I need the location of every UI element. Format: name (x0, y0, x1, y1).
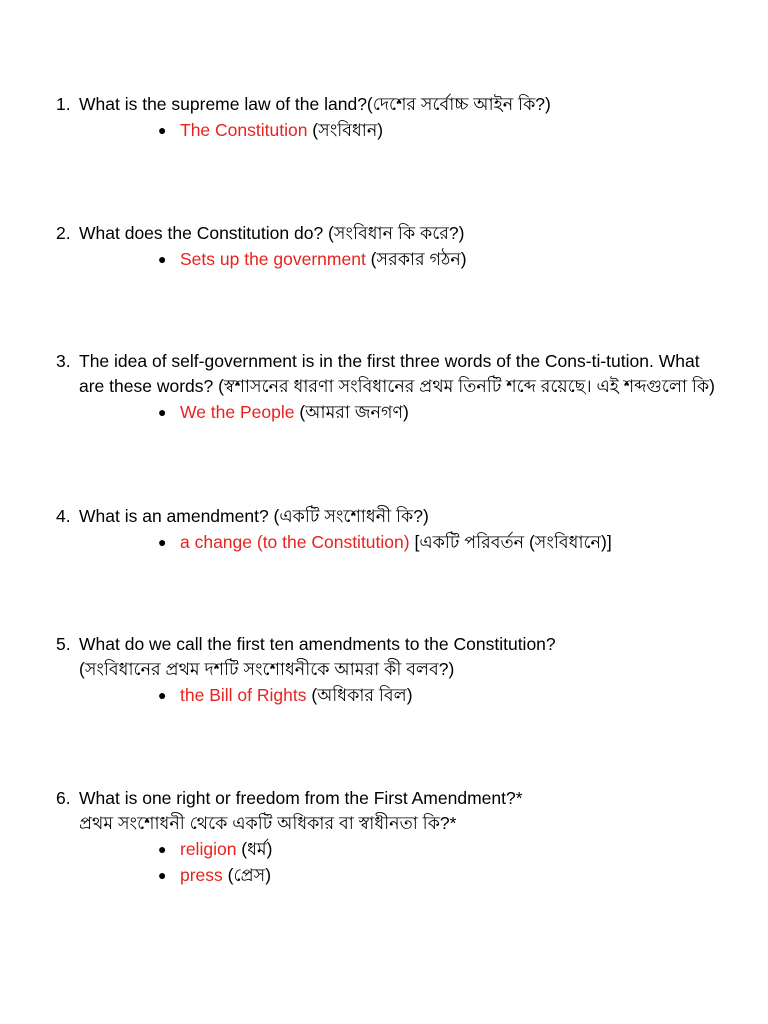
bullet-icon: ● (158, 251, 167, 267)
answer-item (0, 837, 768, 862)
question-3 (0, 349, 768, 425)
bullet-icon: ● (158, 534, 167, 550)
answer-item (0, 863, 768, 888)
question-2 (0, 221, 768, 272)
question-text-continued: প্রথম সংশোধনী থেকে একটি অধিকার বা স্বাধীনতা কি?* (79, 813, 457, 833)
answer-translation: (সরকার গঠন) (365, 249, 467, 269)
question-number: 2. (56, 223, 71, 243)
answer-text: press (180, 865, 223, 885)
answer-text: a change (to the Constitution) (180, 532, 410, 552)
question-6 (0, 786, 768, 888)
answer-text: The Constitution (180, 120, 308, 140)
question-text: 5. What do we call the first ten amendments to the Constitution? (0, 632, 768, 657)
answer-translation: (প্রেস) (222, 865, 272, 885)
answer-text: Sets up the government (180, 249, 366, 269)
answer-text: the Bill of Rights (180, 685, 307, 705)
question-5 (0, 632, 768, 708)
bullet-icon: ● (158, 841, 167, 857)
question-1 (0, 92, 768, 143)
bullet-icon: ● (158, 687, 167, 703)
question-number: 3. (56, 351, 71, 371)
question-text-continued: (সংবিধানের প্রথম দশটি সংশোধনীকে আমরা কী বলব?) (79, 659, 455, 679)
answer-item (0, 118, 768, 143)
answer-translation: (সংবিধান) (307, 120, 384, 140)
question-number: 6. (56, 788, 71, 808)
question-number: 5. (56, 634, 71, 654)
question-text: 1. What is the supreme law of the land?(দেশের সর্বোচ্চ আইন কি?) (0, 92, 768, 117)
answer-translation: (অধিকার বিল) (306, 685, 413, 705)
question-4 (0, 504, 768, 555)
question-text: 6. What is one right or freedom from the First Amendment?* (0, 786, 768, 811)
answer-item (0, 530, 768, 555)
answer-translation: [একটি পরিবর্তন (সংবিধানে)] (409, 532, 612, 552)
question-text: 3. The idea of self-government is in the first three words of the Cons-ti-tution. What (0, 349, 768, 374)
question-text: 4. What is an amendment? (একটি সংশোধনী কি?) (0, 504, 768, 529)
question-text-continued: are these words? (স্বশাসনের ধারণা সংবিধানের প্রথম তিনটি শব্দে রয়েছে। এই শব্দগুলো কি) (79, 376, 715, 396)
answer-item (0, 683, 768, 708)
question-text: 2. What does the Constitution do? (সংবিধান কি করে?) (0, 221, 768, 246)
bullet-icon: ● (158, 404, 167, 420)
bullet-icon: ● (158, 122, 167, 138)
question-number: 4. (56, 506, 71, 526)
answer-text: We the People (180, 402, 295, 422)
answer-item (0, 400, 768, 425)
answer-translation: (আমরা জনগণ) (294, 402, 409, 422)
bullet-icon: ● (158, 867, 167, 883)
question-number: 1. (56, 94, 71, 114)
answer-item (0, 247, 768, 272)
answer-translation: (ধর্ম) (236, 839, 273, 859)
answer-text: religion (180, 839, 237, 859)
